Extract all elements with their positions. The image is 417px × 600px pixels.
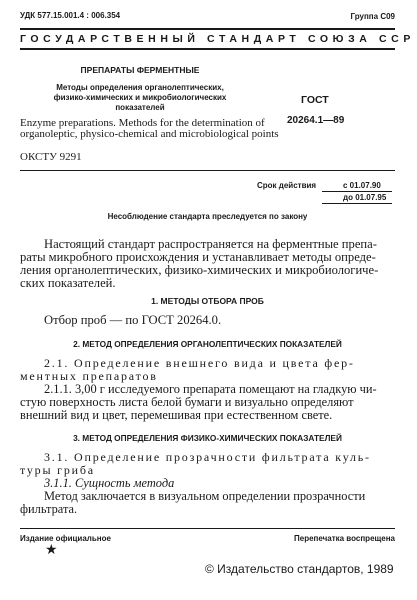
star-icon: ★ xyxy=(45,543,58,558)
validity-rule-1 xyxy=(322,191,392,192)
title-block-rule xyxy=(20,170,395,171)
clause-2-1-1-line-1: 2.1.1. 3,00 г исследуемого препарата помещают на гладкую чи- xyxy=(44,382,377,396)
clause-3-1-1: 3.1.1. Сущность метода xyxy=(44,476,175,490)
clause-3-1-line-1: 3.1. Определение прозрачности фильтрата куль- xyxy=(44,450,371,464)
group-code: Группа С09 xyxy=(350,12,395,21)
clause-2-1-line-2: ментных препаратов xyxy=(20,369,158,383)
intro-line-3: ления органолептических, физико-химических и микробиологиче- xyxy=(20,263,379,277)
header-rule-top xyxy=(20,28,395,30)
section-2-heading: 2. МЕТОД ОПРЕДЕЛЕНИЯ ОРГАНОЛЕПТИЧЕСКИХ ПОКАЗАТЕЛЕЙ xyxy=(73,339,342,349)
subtitle-line-2: физико-химических и микробиологических xyxy=(53,93,227,102)
section-1-text: Отбор проб — по ГОСТ 20264.0. xyxy=(44,313,222,327)
clause-2-1-1-line-3: внешний вид и цвет, перемешивая при естественном свете. xyxy=(20,408,333,422)
document-title: ПРЕПАРАТЫ ФЕРМЕНТНЫЕ xyxy=(80,65,200,75)
validity-label: Срок действия xyxy=(257,181,317,190)
subtitle-line-1: Методы определения органолептических, xyxy=(56,83,224,92)
okstu-code: ОКСТУ 9291 xyxy=(20,151,82,163)
footer-rule xyxy=(20,528,395,529)
section-3-heading: 3. МЕТОД ОПРЕДЕЛЕНИЯ ФИЗИКО-ХИМИЧЕСКИХ ПОКАЗАТЕЛЕЙ xyxy=(73,433,342,443)
gost-number: 20264.1—89 xyxy=(287,115,345,126)
gost-label: ГОСТ xyxy=(301,94,329,106)
intro-line-4: ских показателей. xyxy=(20,276,116,290)
clause-2-1-line-1: 2.1. Определение внешнего вида и цвета фер- xyxy=(44,356,355,370)
validity-from: с 01.07.90 xyxy=(343,181,381,190)
official-edition: Издание официальное xyxy=(20,534,111,543)
section-1-heading: 1. МЕТОДЫ ОТБОРА ПРОБ xyxy=(151,296,264,306)
validity-to: до 01.07.95 xyxy=(343,193,387,202)
english-title-line-1: Enzyme preparations. Methods for the determination of xyxy=(20,117,265,129)
state-standard-banner: ГОСУДАРСТВЕННЫЙ СТАНДАРТ СОЮЗА ССР xyxy=(20,33,415,45)
copyright-notice: © Издательство стандартов, 1989 xyxy=(205,562,394,576)
validity-rule-2 xyxy=(322,203,392,204)
clause-3-1-line-2: туры гриба xyxy=(20,463,95,477)
clause-2-1-1-line-2: стую поверхность листа белой бумаги и визуально определяют xyxy=(20,395,354,409)
header-rule-bottom xyxy=(20,48,395,50)
clause-3-1-1-text-line-1: Метод заключается в визуальном определении прозрачности xyxy=(44,489,366,503)
udk-code: УДК 577.15.001.4 : 006.354 xyxy=(20,11,121,20)
intro-line-2: раты микробного происхождения и устанавливает методы опреде- xyxy=(20,250,376,264)
english-title-line-2: organoleptic, physico-chemical and microbiological points xyxy=(20,128,279,140)
clause-3-1-1-text-line-2: фильтрата. xyxy=(20,502,78,516)
subtitle-line-3: показателей xyxy=(115,103,165,112)
reprint-prohibited: Перепечатка воспрещена xyxy=(294,534,395,543)
intro-line-1: Настоящий стандарт распространяется на ферментные препа- xyxy=(44,237,377,251)
prosecution-note: Несоблюдение стандарта преследуется по закону xyxy=(107,212,308,221)
